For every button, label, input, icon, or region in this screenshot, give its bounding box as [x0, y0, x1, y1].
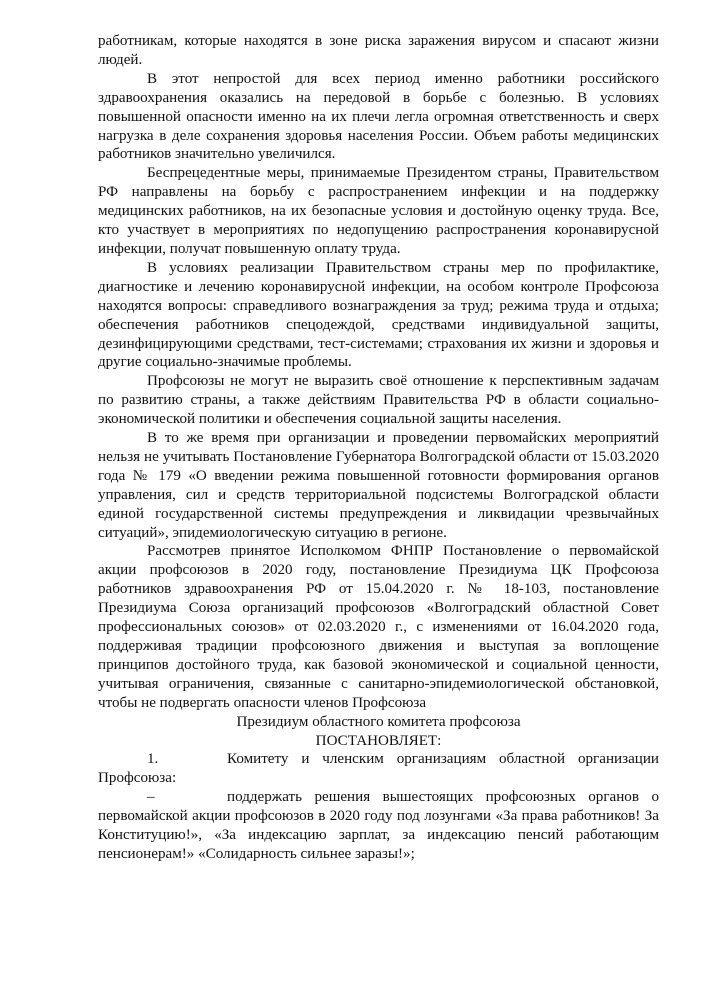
- item-number: 1.: [147, 751, 159, 768]
- presidium-heading: Президиум областного комитета профсоюза: [236, 713, 521, 730]
- dash-bullet: –: [147, 789, 155, 806]
- resolution-dash-item: [98, 788, 659, 864]
- resolution-item-1: [98, 750, 659, 788]
- paragraph-government-measures: Беспрецедентные меры, принимаемые Президентом страны, Правительством РФ направлены на борьбу с распространением инфекции и на поддержку медицинских работников, на их безопасные условия и достойную оценку труда. Все, кто участвует в мероприятиях по недопущению распространения коронавирусной инфекции, получат повышенную оплату труда.: [98, 165, 659, 257]
- dash-item-text: поддержать решения вышестоящих профсоюзных органов о первомайской акции профсоюзов в 2020 году под лозунгами «За права работников! За Конституцию!», «За индексацию зарплат, за индексацию пенсий работающим пенсионерам!» «Солидарность сильнее заразы!»;: [98, 789, 659, 862]
- paragraph-union-position: Профсоюзы не могут не выразить своё отношение к перспективным задачам по развитию страны, а также действиям Правительства РФ в области социально-экономической политики и обеспечения социальной защиты населения.: [98, 373, 659, 428]
- paragraph-considering: Рассмотрев принятое Исполкомом ФНПР Постановление о первомайской акции профсоюзов в 2020 году, постановление Президиума ЦК Профсоюза работников здравоохранения РФ от 15.04.2020 г. № 18-103, постановление Президиума Союза организаций профсоюзов «Волгоградский областной Совет профессиональных союзов» от 02.03.2020 г., с изменениями от 16.04.2020 года, поддерживая традиции профсоюзного движения и выступая за воплощение принципов достойного труда, как базовой экономической и социальной ценности, учитывая ограничения, связанные с санитарно-эпидемиологической обстановкой, чтобы не подвергать опасности членов Профсоюза: [98, 543, 659, 711]
- paragraph-governor-decree: В то же время при организации и проведении первомайских мероприятий нельзя не учитывать Постановление Губернатора Волгоградской области от 15.03.2020 года № 179 «О введении режима повышенной готовности формирования органов управления, сил и средств территориальной подсистемы Волгоградской области единой государственной системы предупреждения и ликвидации чрезвычайных ситуаций», эпидемиологическую ситуацию в регионе.: [98, 430, 659, 541]
- paragraph-healthcare-workers: В этот непростой для всех период именно работники российского здравоохранения оказались на передовой в борьбе с болезнью. В условиях повышенной опасности именно на их плечи легла огромная ответственность и сверх нагрузка в деле сохранения здоровья населения России. Объем работы медицинских работников значительно увеличился.: [98, 70, 659, 163]
- resolves-heading: ПОСТАНОВЛЯЕТ:: [315, 732, 442, 749]
- paragraph-union-control: В условиях реализации Правительством страны мер по профилактике, диагностике и лечению коронавирусной инфекции, на особом контроле Профсоюза находятся вопросы: справедливого вознаграждения за труд; режима труда и отдыха; обеспечения работников спецодеждой, средствами индивидуальной защиты, дезинфицирующими средствами, тест-системами; страхования их жизни и здоровья и другие социально-значимые проблемы.: [98, 259, 659, 371]
- item-text: Комитету и членским организациям областной организации Профсоюза:: [98, 751, 659, 787]
- paragraph-continuation: работникам, которые находятся в зоне риска заражения вирусом и спасают жизни людей.: [98, 33, 659, 68]
